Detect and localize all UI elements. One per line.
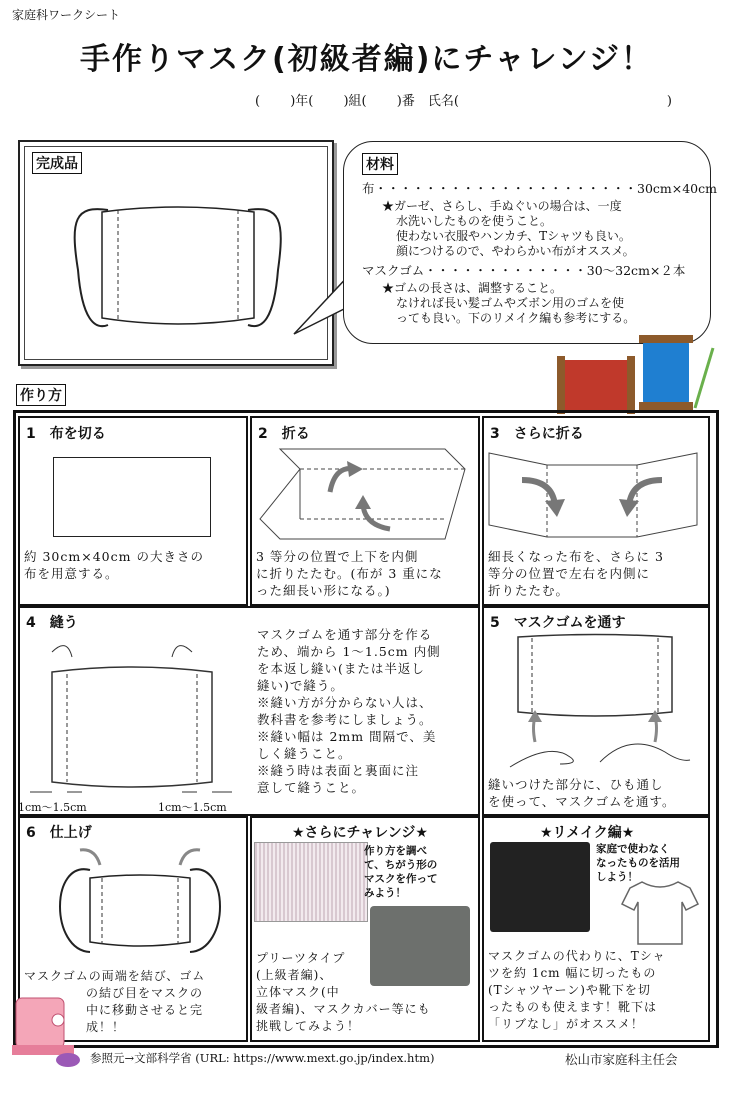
finished-mask-illustration [70, 190, 290, 340]
remake-title: ★リメイク編★ [540, 825, 635, 841]
challenge-line: 挑戦してみよう！ [256, 1019, 361, 1033]
step-1-line: 約 30cm×40cm の大きさの [24, 549, 204, 564]
remake-note: なったものを活用 [596, 857, 680, 869]
challenge-line: 立体マスク(中 [256, 985, 340, 999]
challenge-note: みよう！ [364, 887, 406, 899]
challenge-line: プリーツタイプ [256, 951, 346, 965]
sock-remake-photo [490, 842, 590, 932]
step-6-line: マスクゴムの両端を結び、ゴム [24, 969, 206, 983]
seam-measure-left: 1cm〜1.5cm [18, 801, 87, 814]
step-2-fold-illustration [255, 447, 470, 542]
thread-spools-icon [555, 330, 720, 415]
material-elastic: マスクゴム・・・・・・・・・・・・・30〜32cm×２本 [362, 263, 686, 278]
step-2-title: 2 折る [258, 426, 310, 442]
author-credit: 松山市家庭科主任会 [565, 1052, 678, 1067]
step-3-line: 細長くなった布を、さらに 3 [488, 549, 664, 564]
step-6-line: 中に移動させると完 [86, 1003, 204, 1017]
step-6-line: の結び目をマスクの [86, 986, 204, 1000]
step-5-elastic-illustration [490, 632, 700, 772]
cloth-note-2: 水洗いしたものを使うこと。 [396, 214, 553, 228]
step-4-sewing-illustration [22, 632, 250, 807]
challenge-title: ★さらにチャレンジ★ [292, 825, 428, 841]
worksheet-category: 家庭科ワークシート [12, 8, 121, 22]
step-2-line: った細長い形になる。) [256, 583, 391, 598]
material-cloth: 布・・・・・・・・・・・・・・・・・・・・・30cm×40cm [362, 181, 717, 196]
remake-line: マスクゴムの代わりに、Tシャ [488, 949, 666, 963]
challenge-note: マスクを作って [364, 873, 438, 885]
step-4-line: 教科書を参考にしましょう。 [257, 712, 433, 727]
elastic-note-1: ★ゴムの長さは、調整すること。 [382, 281, 563, 295]
step-4-line: ※縫い幅は 2mm 間隔で、美 [257, 729, 437, 744]
materials-label: 材料 [362, 153, 398, 175]
step-3-fold-illustration [487, 445, 702, 545]
seam-measure-right: 1cm〜1.5cm [158, 801, 227, 814]
step-5-line: 縫いつけた部分に、ひも通し [488, 777, 664, 792]
step-4-line: ※縫い方が分からない人は、 [257, 695, 433, 710]
step-2-line: に折りたたむ。(布が 3 重にな [256, 566, 443, 581]
reference-url: 参照元→文部科学省 (URL: https://www.mext.go.jp/index.htm) [90, 1051, 435, 1065]
step-3-line: 折りたたむ。 [488, 583, 570, 598]
step-1-line: 布を用意する。 [24, 566, 119, 581]
student-name-line: ( )年( )組( )番 氏名( ) [255, 94, 672, 109]
remake-note: しよう！ [596, 871, 638, 883]
tshirt-icon [620, 878, 700, 948]
sewing-machine-icon [8, 990, 86, 1070]
step-3-line: 等分の位置で左右を内側に [488, 566, 651, 581]
step-4-line: ※縫う時は表面と裏面に注 [257, 763, 420, 778]
step-4-line: を本返し縫い(または半返し [257, 661, 425, 676]
cloth-note-1: ★ガーゼ、さらし、手ぬぐいの場合は、一度 [382, 199, 622, 213]
step-4-line: 意して縫うこと。 [257, 780, 366, 795]
howto-label: 作り方 [16, 384, 66, 406]
remake-line: ツを約 1cm 幅に切ったもの [488, 966, 657, 980]
step-4-line: しく縫うこと。 [257, 746, 352, 761]
step-5-line: を使って、マスクゴムを通す。 [488, 794, 676, 809]
remake-line: (Tシャツヤーン)や靴下を切 [488, 983, 651, 997]
challenge-note: て、ちがう形の [364, 859, 438, 871]
cloth-note-3: 使わない衣服やハンカチ、Tシャツも良い。 [396, 229, 631, 243]
step-1-title: 1 布を切る [26, 426, 106, 442]
step-2-line: 3 等分の位置で上下を内側 [256, 549, 419, 564]
step-6-finished-illustration [45, 840, 235, 965]
remake-line: ったものも使えます！靴下は [488, 1000, 658, 1014]
step-1-cloth-rect [53, 457, 211, 537]
page-title: 手作りマスク(初級者編)にチャレンジ！ [79, 42, 654, 77]
step-4-line: マスクゴムを通す部分を作る [257, 627, 433, 642]
step-6-title: 6 仕上げ [26, 825, 92, 841]
step-4-title: 4 縫う [26, 615, 78, 631]
challenge-line: (上級者編)、 [256, 968, 333, 982]
cloth-note-4: 顔につけるので、やわらかい布がオススメ。 [396, 244, 635, 258]
step-5-title: 5 マスクゴムを通す [490, 615, 626, 631]
elastic-note-3: っても良い。下のリメイク編も参考にする。 [396, 311, 636, 325]
elastic-note-2: なければ長い髪ゴムやズボン用のゴムを使 [396, 296, 625, 310]
step-4-line: ため、端から 1〜1.5cm 内側 [257, 644, 441, 659]
challenge-note: 作り方を調べ [364, 845, 427, 857]
pleated-mask-photo [254, 842, 368, 922]
remake-line: 「リブなし」がオススメ！ [488, 1017, 644, 1031]
step-6-line: 成！！ [86, 1020, 126, 1034]
step-4-line: 縫い)で縫う。 [257, 678, 344, 693]
finished-product-label: 完成品 [32, 152, 82, 174]
remake-note: 家庭で使わなく [596, 843, 670, 855]
challenge-line: 級者編)、マスクカバー等にも [256, 1002, 431, 1016]
step-3-title: 3 さらに折る [490, 426, 584, 442]
